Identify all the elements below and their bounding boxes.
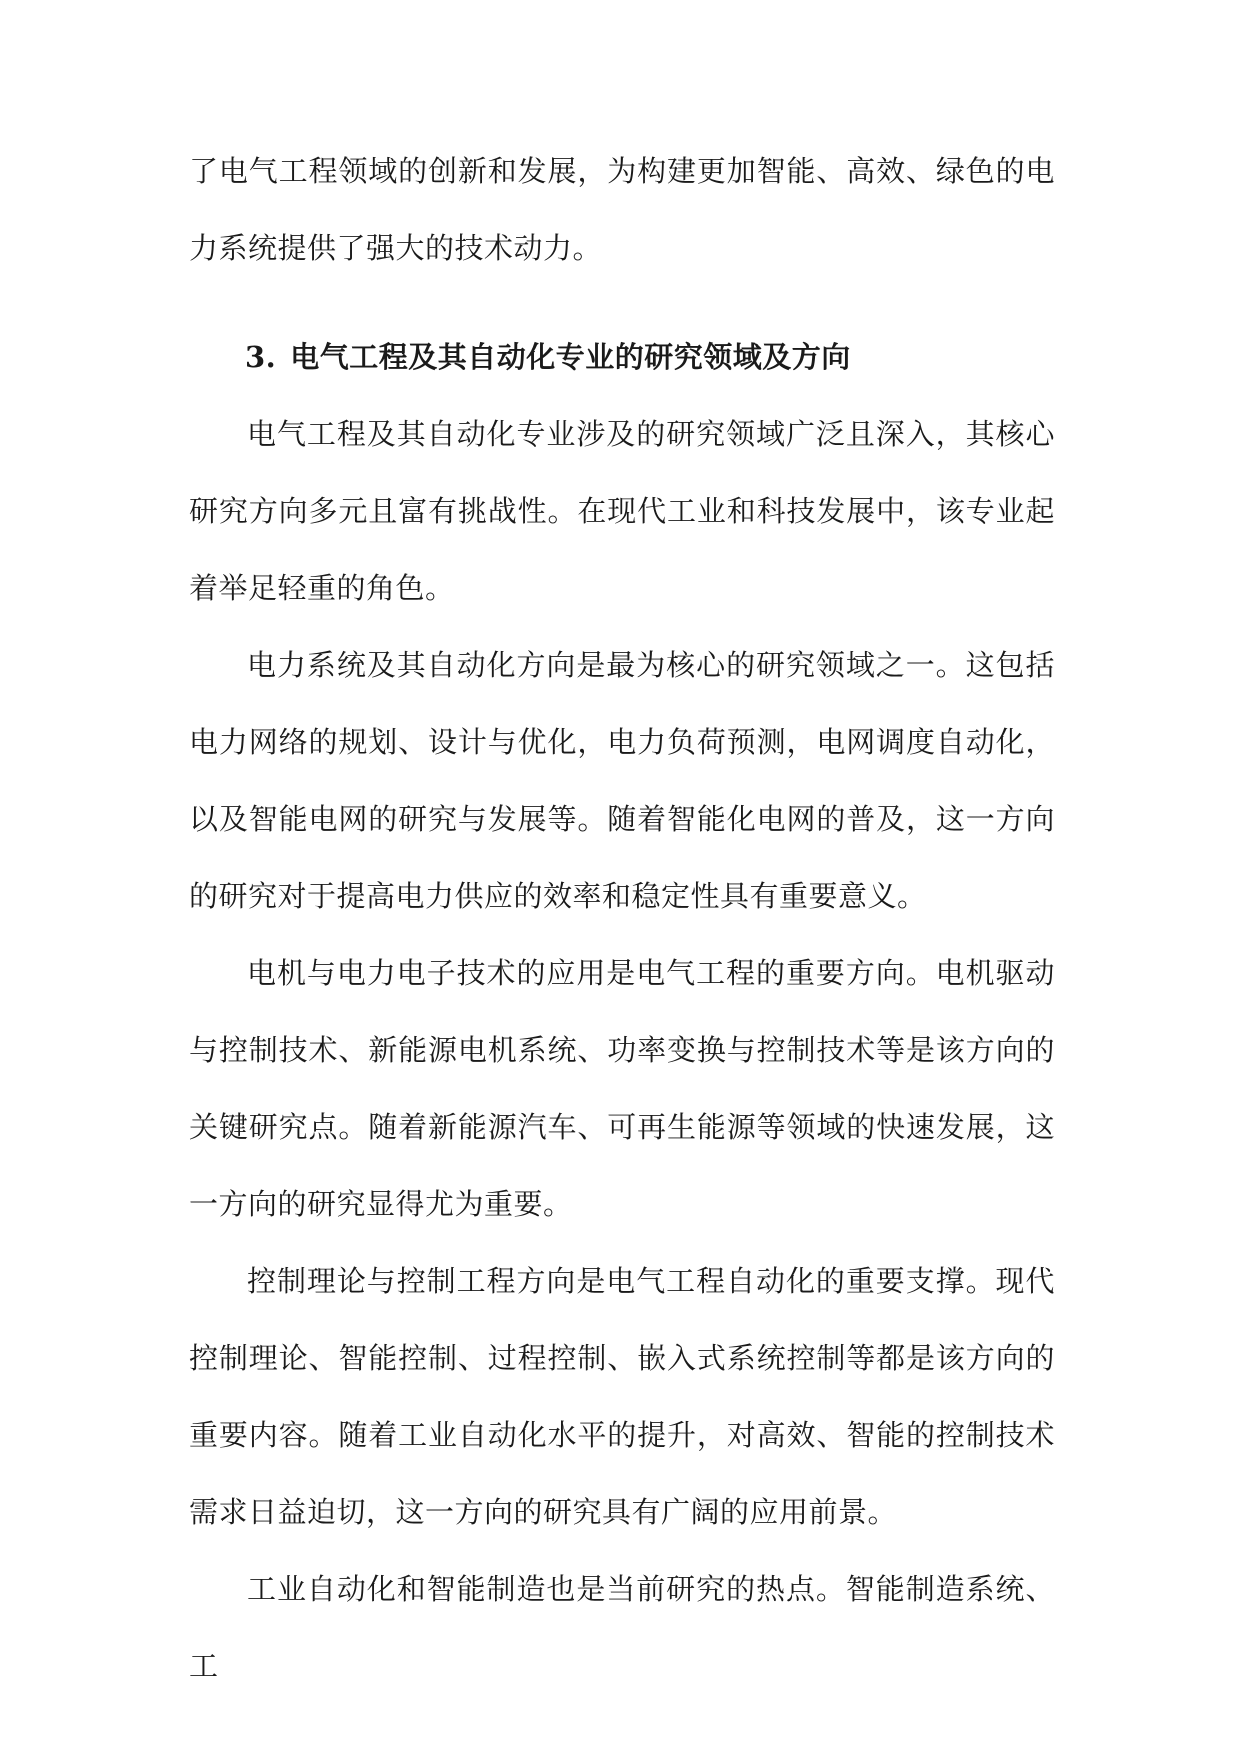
body-paragraph: 控制理论与控制工程方向是电气工程自动化的重要支撑。现代控制理论、智能控制、过程控制、嵌入式系统控制等都是该方向的重要内容。随着工业自动化水平的提升，对高效、智能的控制技术需求日益迫切，这一方向的研究具有广阔的应用前景。 [189,1264,1055,1529]
body-paragraph: 工业自动化和智能制造也是当前研究的热点。智能制造系统、工 [189,1572,1055,1683]
body-paragraph: 电气工程及其自动化专业涉及的研究领域广泛且深入，其核心研究方向多元且富有挑战性。在现代工业和科技发展中，该专业起着举足轻重的角色。 [189,417,1055,605]
body-paragraph: 电力系统及其自动化方向是最为核心的研究领域之一。这包括电力网络的规划、设计与优化，电力负荷预测，电网调度自动化，以及智能电网的研究与发展等。随着智能化电网的普及，这一方向的研究对于提高电力供应的效率和稳定性具有重要意义。 [189,648,1055,913]
section-heading [189,319,1055,396]
section-title: 电气工程及其自动化专业的研究领域及方向 [290,340,851,374]
continued-paragraph: 了电气工程领域的创新和发展，为构建更加智能、高效、绿色的电力系统提供了强大的技术动力。 [189,154,1055,265]
document-body [189,133,1055,1705]
body-paragraph: 电机与电力电子技术的应用是电气工程的重要方向。电机驱动与控制技术、新能源电机系统、功率变换与控制技术等是该方向的关键研究点。随着新能源汽车、可再生能源等领域的快速发展，这一方向的研究显得尤为重要。 [189,956,1055,1221]
section-number: 3. [245,340,277,374]
